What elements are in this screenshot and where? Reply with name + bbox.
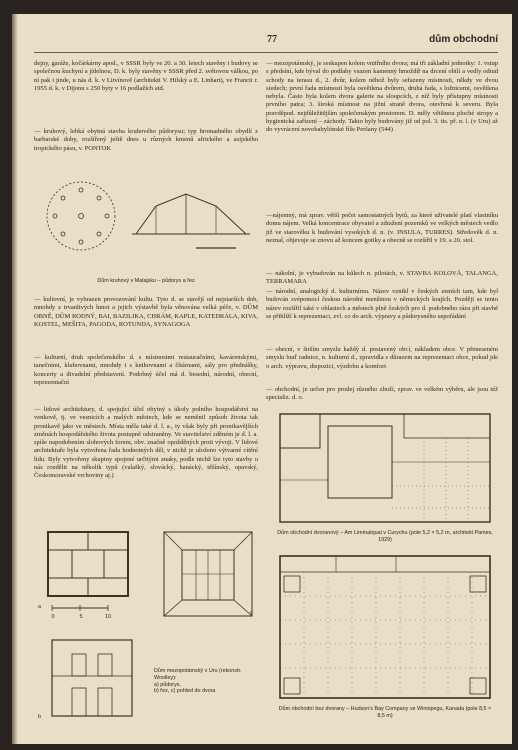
left-col-para5: — lidové architektury, d. spojující účel obytný s úkoly polního hospodářství na venkově, tj. ve vesnicích a malých městech, kde se neměnil způsob života tak pronikavě jako ve městech. Místa měla také d. l. a., ty však byly při pronikavějších změnách hospodářského života postupně odstraněny. Ve stavitelství zděném je d. l. a. spíše napodobením slohových forem, obv. značně opožděných proti vývoji. V lidové architektuře byla vytvořena řada hodnotných děl, v nichž je uloženo výtvarné cítění lidu. Byly vytvořeny skupiny spojené určitými znaky, podle nichž lze tyto stavby u nás rozdělit na několik typů (valašký, slovácký, hanácký, těšínský, opavský, Českomoravské vrchoviny aj.) — [34, 406, 258, 480]
ur-courtyard — [72, 550, 104, 578]
figure-store-zurich-plan — [276, 410, 494, 526]
fig3-label-c: c — [250, 610, 253, 616]
running-head: dům obchodní — [429, 34, 498, 45]
figure-store-winnipeg-plan — [276, 552, 494, 702]
right-col-para4: — národní, analogický d. kulturnímu. Název vznikl v českých zemích tam, kde byl budován svépomocí českou národní menšinou v německých krajích. Později se tento název rozšířil také v oblastech a městech plně českých pro d. podobného rázu při stavbě se přihlíží k reprezentaci, zvl. co do arch. výpravy a půdorysného uspořádání — [266, 288, 498, 320]
book-page — [12, 14, 512, 744]
fig3-caption: Dům mezopotámský v Uru (rekonstr. Woolley): a) půdorys, b) řez, c) pohled do dvora — [154, 668, 242, 695]
fig3-label-b: b — [38, 714, 41, 720]
page-header — [32, 34, 498, 50]
right-col-para1: — mezopotámský, je seskupen kolem vnitřního dvora; má tři základní jednotky: 1. vstup s předsíní, kde býval do podlahy vsazen kamenný hmoždíř na drcení obilí a vedly odtud schody na terasu d., 2. dvůr, kolem něhož byly seřazeny místnosti, někdy ve dvou siedech; první řada místností byla osvětlena dvůrem, druhá řada, s ložnicemi, osvětlena nebyla. Často byla kolem dvora galerie na sloupcích, z níž byly přístupny místnosti prvního patra; 3. široká místnost na jižní straně dvora, otevřená k severu. Byla pravděpod. nejdůležitějším společenským prostorem. D. měly většinou ploché stropy a hygienická zařízení – záchody. Takto byly budovány již od pol. 3. tis. př. n. l. (v Uru) až do vyvrácení novobabylónské říše Peršany (544) — [266, 60, 498, 134]
left-col-para3: — kultovní, je vyhrazen provozování kultu. Tyto d. se stavějí od nejstarších dob, mnohdy z trvanlivých hmot a jejich výstavbě byla věnována velká péče, v. DŮM OBNĚ, DŮM RODNÝ, BAI, BAZILIKA, CHRÁM, KAPLE, KATEDRÁLA, KIVA, KOSTEL, MEŠITA, PAGODA, ROTUNDA, SYNAGOGA — [34, 296, 258, 328]
right-col-para5: — obecní, v širším smyslu každý d. postavený obcí, nákladem obce. V přeneseném smyslu buď radnice, n. kulturní d., zpravidla s důrazem na reprezentaci obce, pokud jde o arch. výpravu, dispozici, výzdobu a komfort — [266, 346, 498, 370]
scale-label-5: 5 — [79, 614, 83, 620]
page-number: 77 — [267, 34, 277, 45]
store-hall — [328, 426, 392, 498]
figure-ur-house-plan — [38, 528, 168, 620]
scale-label-10: 10 — [105, 614, 111, 620]
fig1-caption: Dům kruhový v Malajsku – půdorys a řez — [97, 278, 195, 284]
left-col-para2: — kruhový, lehká obytná stavba kruhového půdorysu; typ hromadného obydlí z barbarské doby, rozšířený ještě dnes u různých kmenů afrického a asijského tropického pásu, v. PONTOK — [34, 128, 258, 152]
right-col-para3: — nákolní, je vybudován na kůlech n. pilotách, v. STAVBA KOLOVÁ, TALANGA, TERRAMARA — [266, 270, 498, 286]
figure-round-house — [36, 176, 256, 268]
scale-label-0: 0 — [51, 614, 55, 620]
figure-ur-house-view — [160, 528, 256, 620]
left-col-para4: — kulturní, druh společenského d. s místnostmi restauračními, kavárenskými, tanečními, klubovnami, mnohdy i s knihovnami a čítárnami, sály pro přednášky, koncerty a divadelní představení. Podobný účel má d. besední, národní, obecní, reprezentační — [34, 354, 258, 386]
round-house-section-roof — [136, 194, 246, 234]
fig4-caption: Dům obchodní bez dvorany – Hudson's Bay Company ve Winnipegu, Kanada (pole 8,5 × 8,5 m) — [278, 706, 492, 719]
fig3-label-a: a — [38, 604, 41, 610]
header-rule — [34, 52, 498, 53]
right-col-para2: —nájemný, má zprav. větší počet samostatných bytů, za které uživatelé platí vlastníku domu nájem. Velká koncentrace obyvatel a zdražení pozemků ve velkých městech vedlo již ve starověku k budování vysokých d. n. (v. INSULA, TURRES). Středověk d. n. neznal, objevuje se znovu až koncem gotiky a obecně se rozšířil v 19. a 20. stol. — [266, 212, 498, 244]
figure-ur-house-section — [38, 636, 148, 724]
right-col-para6: — obchodní, je určen pro prodej různého zboží, zprav. ve velkém výběru, ale jsou též specializ. d. o. — [266, 386, 498, 402]
left-col-para1: dejny, garáže, kočárkárny apod., v SSSR byly ve 20. a 30. letech stavěny i budovy se společnou kuchyní a jídelnou, D. k. byly stavěny v SSSR před 2. světovou válkou, po ní pak i jinde, u nás d. k. v Litvínově (architekti V. Hilský a E. Linhart), ve Francii r. 1955 d. k. v Dijonu s 250 byty v 16 podlažích atd. — [34, 60, 258, 92]
round-house-plan-center — [79, 214, 84, 219]
page-gutter-shadow — [12, 14, 18, 744]
fig2-caption: Dům obchodní dvoranový – Am Limmatquai v Curychu (pole 5,2 × 5,2 m, architekt Pames, 1929) — [277, 530, 493, 543]
